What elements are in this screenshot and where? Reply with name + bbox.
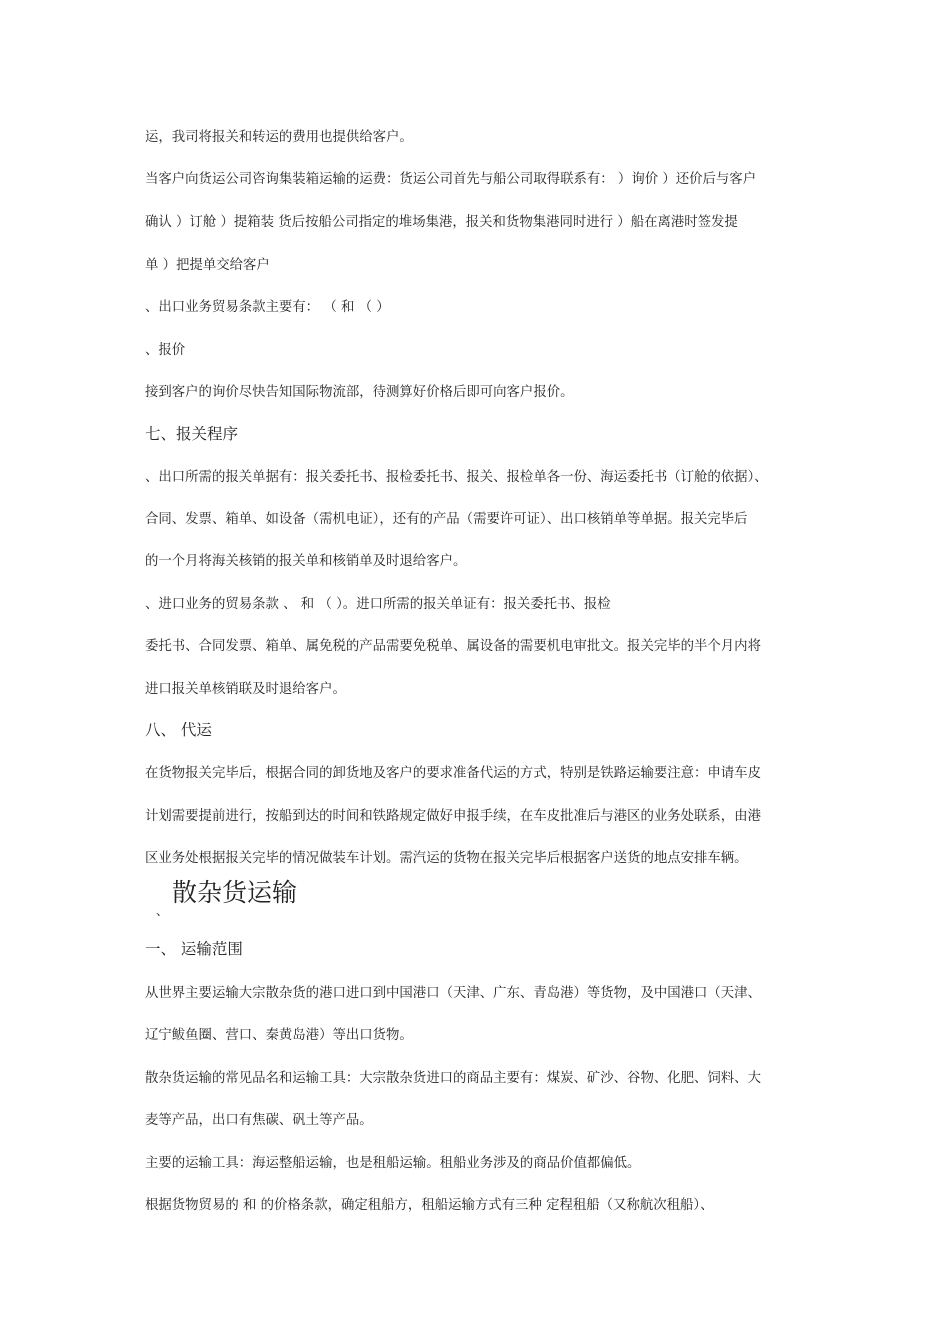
text-line: 根据货物贸易的 和 的价格条款，确定租船方，租船运输方式有三种 定程租船（又称航次租船）、 bbox=[145, 1198, 714, 1213]
text-line: 、报价 bbox=[145, 343, 186, 358]
text-line: 计划需要提前进行，按船到达的时间和铁路规定做好申报手续，在车皮批准后与港区的业务处联系，由港 bbox=[145, 809, 761, 824]
section-heading: 七、报关程序 bbox=[145, 425, 239, 443]
text-line: 麦等产品，出口有焦碳、矾土等产品。 bbox=[145, 1113, 373, 1128]
text-line: 从世界主要运输大宗散杂货的港口进口到中国港口（天津、广东、青岛港）等货物，及中国港口（天津、 bbox=[145, 986, 761, 1001]
text-line: 区业务处根据报关完毕的情况做装车计划。需汽运的货物在报关完毕后根据客户送货的地点安排车辆。 bbox=[145, 851, 748, 866]
text-line: 主要的运输工具：海运整船运输，也是租船运输。租船业务涉及的商品价值都偏低。 bbox=[145, 1156, 641, 1171]
text-line: 在货物报关完毕后，根据合同的卸货地及客户的要求准备代运的方式，特别是铁路运输要注意：申请车皮 bbox=[145, 766, 761, 781]
text-line: 的一个月将海关核销的报关单和核销单及时退给客户。 bbox=[145, 554, 467, 569]
text-line: 接到客户的询价尽快告知国际物流部，待测算好价格后即可向客户报价。 bbox=[145, 385, 574, 400]
text-line: 、出口所需的报关单据有：报关委托书、报检委托书、报关、报检单各一份、海运委托书（订舱的依据）、 bbox=[145, 470, 768, 485]
text-line: 进口报关单核销联及时退给客户。 bbox=[145, 682, 346, 697]
text-line: 委托书、合同发票、箱单、属免税的产品需要免税单、属设备的需要机电审批文。报关完毕的半个月内将 bbox=[145, 639, 761, 654]
text-line: 单 ）把提单交给客户 bbox=[145, 258, 270, 273]
text-line: 辽宁鲅鱼圈、营口、秦黄岛港）等出口货物。 bbox=[145, 1028, 413, 1043]
text-line: 合同、发票、箱单、如设备（需机电证），还有的产品（需要许可证）、出口核销单等单据。报关完毕后 bbox=[145, 512, 748, 527]
text-line: 、进口业务的贸易条款 、 和 （ ）。进口所需的报关单证有：报关委托书、报检 bbox=[145, 597, 611, 612]
text-line: 散杂货运输的常见品名和运输工具：大宗散杂货进口的商品主要有：煤炭、矿沙、谷物、化肥、饲料、大 bbox=[145, 1071, 761, 1086]
title-mark: 、 bbox=[156, 904, 169, 918]
text-line: 、出口业务贸易条款主要有： （ 和 （ ） bbox=[145, 300, 390, 315]
section-heading: 一、 运输范围 bbox=[145, 940, 243, 958]
text-line: 确认 ）订舱 ）提箱装 货后按船公司指定的堆场集港，报关和货物集港同时进行 ）船在离港时签发提 bbox=[145, 215, 738, 230]
section-heading: 八、 代运 bbox=[145, 721, 212, 739]
text-line: 当客户向货运公司咨询集装箱运输的运费：货运公司首先与船公司取得联系有： ）询价 ）还价后与客户 bbox=[145, 172, 757, 187]
text-line: 运，我司将报关和转运的费用也提供给客户。 bbox=[145, 130, 413, 145]
chapter-title: 散杂货运输 bbox=[172, 878, 298, 907]
